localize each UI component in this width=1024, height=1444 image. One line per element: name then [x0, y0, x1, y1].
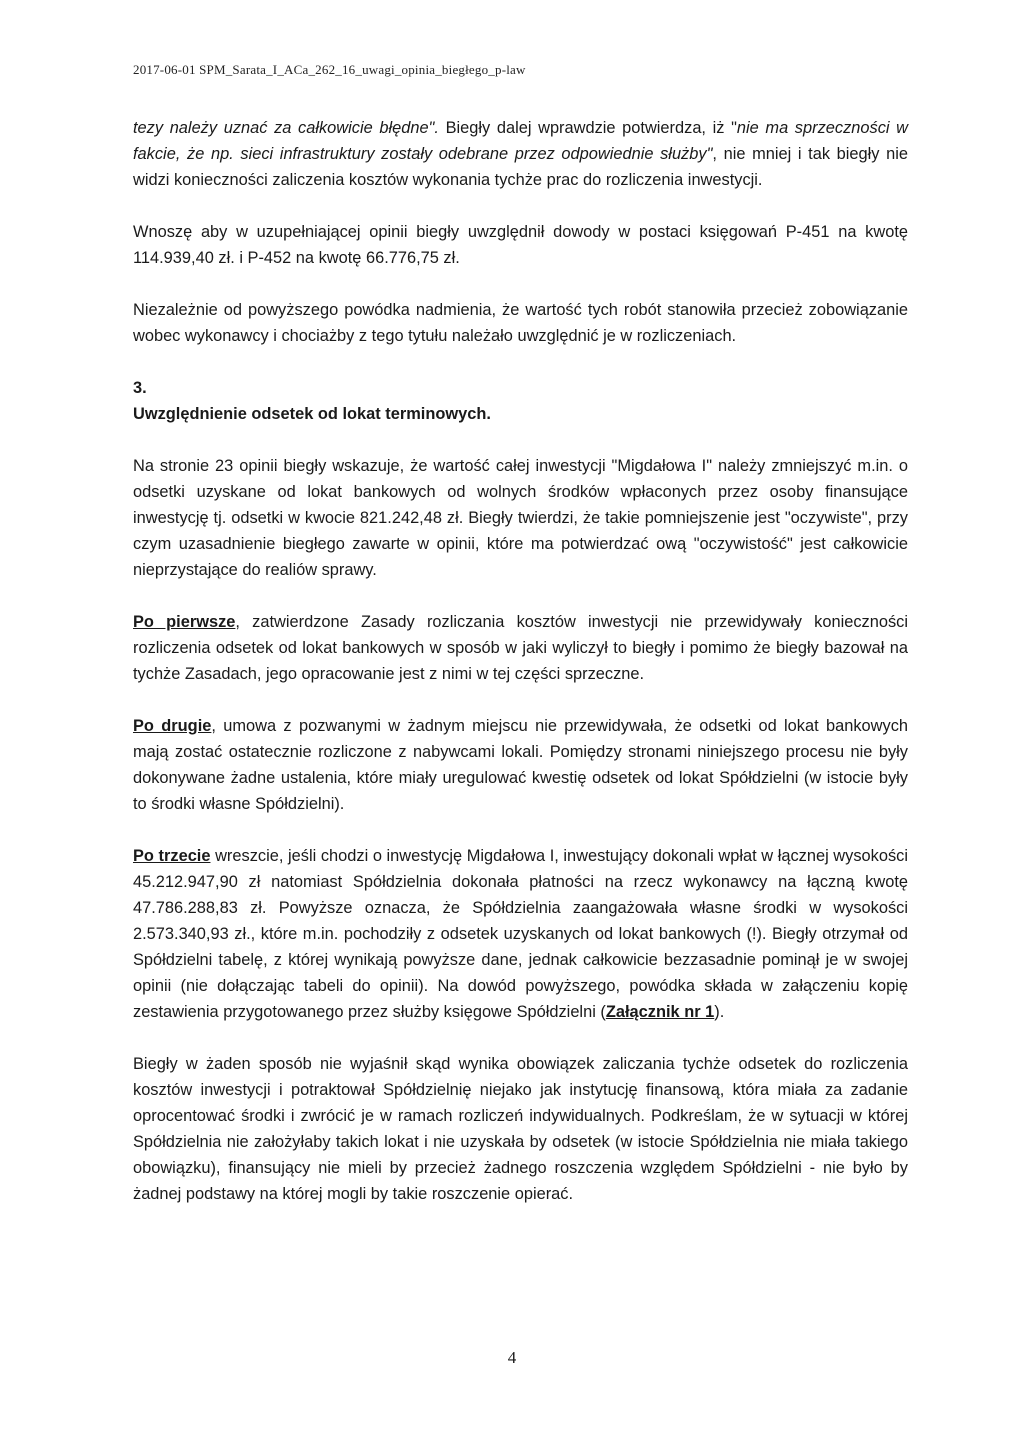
quote-italic-2: nie ma sprzeczności w fakcie, że np. sieci infrastruktury zostały odebrane przez odpowiednie służby"	[133, 119, 909, 163]
paragraph-motion-bookings: Wnoszę aby w uzupełniającej opinii biegły uwzględnił dowody w postaci księgowań P-451 na kwotę 114.939,40 zł. i P-452 na kwotę 66.776,75 zł.	[133, 223, 908, 267]
paragraph-text: Biegły dalej wprawdzie potwierdza, iż "	[438, 119, 737, 137]
lead-phrase: Po drugie	[133, 717, 212, 735]
quote-italic-1: tezy należy uznać za całkowicie błędne".	[133, 119, 439, 137]
paragraph-interest-deduction: Na stronie 23 opinii biegły wskazuje, że wartość całej inwestycji "Migdałowa I" należy zmniejszyć m.in. o odsetki uzyskane od lokat bankowych od wolnych środków wpłaconych przez osoby finansujące inwestycję tj. odsetki w kwocie 821.242,48 zł. Biegły twierdzi, że takie pomniejszenie jest "oczywiste", przy czym uzasadnienie biegłego zawarte w opinii, które ma potwierdzać ową "oczywistość" jest całkowicie nieprzystające do realiów sprawy.	[133, 457, 908, 579]
paragraph-second-argument	[133, 713, 908, 817]
paragraph-third-argument	[133, 843, 908, 1025]
paragraph-text: , nie mniej i tak biegły nie widzi konieczności zaliczenia kosztów wykonania tychże prac do rozliczenia inwestycji.	[133, 145, 909, 189]
paragraph-conclusion: Biegły w żaden sposób nie wyjaśnił skąd wynika obowiązek zaliczania tychże odsetek do rozliczenia kosztów inwestycji i potraktował Spółdzielnię niejako jak instytucję finansową, która miała za zadanie oprocentować środki i zwrócić je w ramach rozliczeń indywidualnych. Podkreślam, że w sytuacji w której Spółdzielnia nie założyłaby takich lokat i nie uzyskała by odsetek (w istocie Spółdzielnia nie miała takiego obowiązku), finansujący nie mieli by przecież żadnego roszczenia względem Spółdzielni - nie było by żadnej podstawy na której mogli by takie roszczenie opierać.	[133, 1055, 908, 1203]
paragraph-text: , umowa z pozwanymi w żadnym miejscu nie przewidywała, że odsetki od lokat bankowych mają zostać ostatecznie rozliczone z nabywcami lokali. Pomiędzy stronami niniejszego procesu nie były dokonywane żadne ustalenia, które miały uregulować kwestię odsetek od lokat Spółdzielni (w istocie były to środki własne Spółdzielni).	[133, 717, 908, 813]
section-number: 3.	[133, 379, 147, 397]
section-title: Uwzględnienie odsetek od lokat terminowych.	[133, 405, 491, 423]
page-number: 4	[507, 1348, 517, 1367]
paragraph-text: wreszcie, jeśli chodzi o inwestycję Migdałowa I, inwestujący dokonali wpłat w łącznej wysokości 45.212.947,90 zł natomiast Spółdzielnia dokonała płatności na rzecz wykonawcy na łączną kwotę 47.786.288,83 zł. Powyższe oznacza, że Spółdzielnia zaangażowała własne środki w wysokości 2.573.340,93 zł., które m.in. pochodziły z odsetek uzyskanych od lokat bankowych (!). Biegły otrzymał od Spółdzielni tabelę, z której wynikają powyższe dane, jednak całkowicie bezzasadnie pominął je w swojej opinii (nie dołączając tabeli do opinii). Na dowód powyższego, powódka składa w załączeniu kopię zestawienia przygotowanego przez służby księgowe Spółdzielni (	[133, 847, 908, 1021]
paragraph-expert-contradiction	[133, 115, 908, 193]
paragraph-text: , zatwierdzone Zasady rozliczania kosztów inwestycji nie przewidywały konieczności rozliczenia odsetek od lokat bankowych w sposób w jaki wyliczył to biegły i pomimo że biegły bazował na tychże Zasadach, jego opracowanie jest z nimi w tej części sprzeczne.	[133, 613, 908, 683]
lead-phrase: Po trzecie	[133, 847, 211, 865]
attachment-reference: Załącznik nr 1	[605, 1003, 715, 1021]
lead-phrase: Po pierwsze	[133, 613, 236, 631]
paragraph-text: ).	[714, 1003, 725, 1021]
document-filename-header: 2017-06-01 SPM_Sarata_I_ACa_262_16_uwagi_opinia_biegłego_p-law	[133, 62, 526, 77]
paragraph-obligation: Niezależnie od powyższego powódka nadmienia, że wartość tych robót stanowiła przecież zobowiązanie wobec wykonawcy i chociażby z tego tytułu należało uwzględnić je w rozliczeniach.	[133, 301, 908, 345]
document-body	[133, 115, 908, 1207]
paragraph-first-argument	[133, 609, 908, 687]
